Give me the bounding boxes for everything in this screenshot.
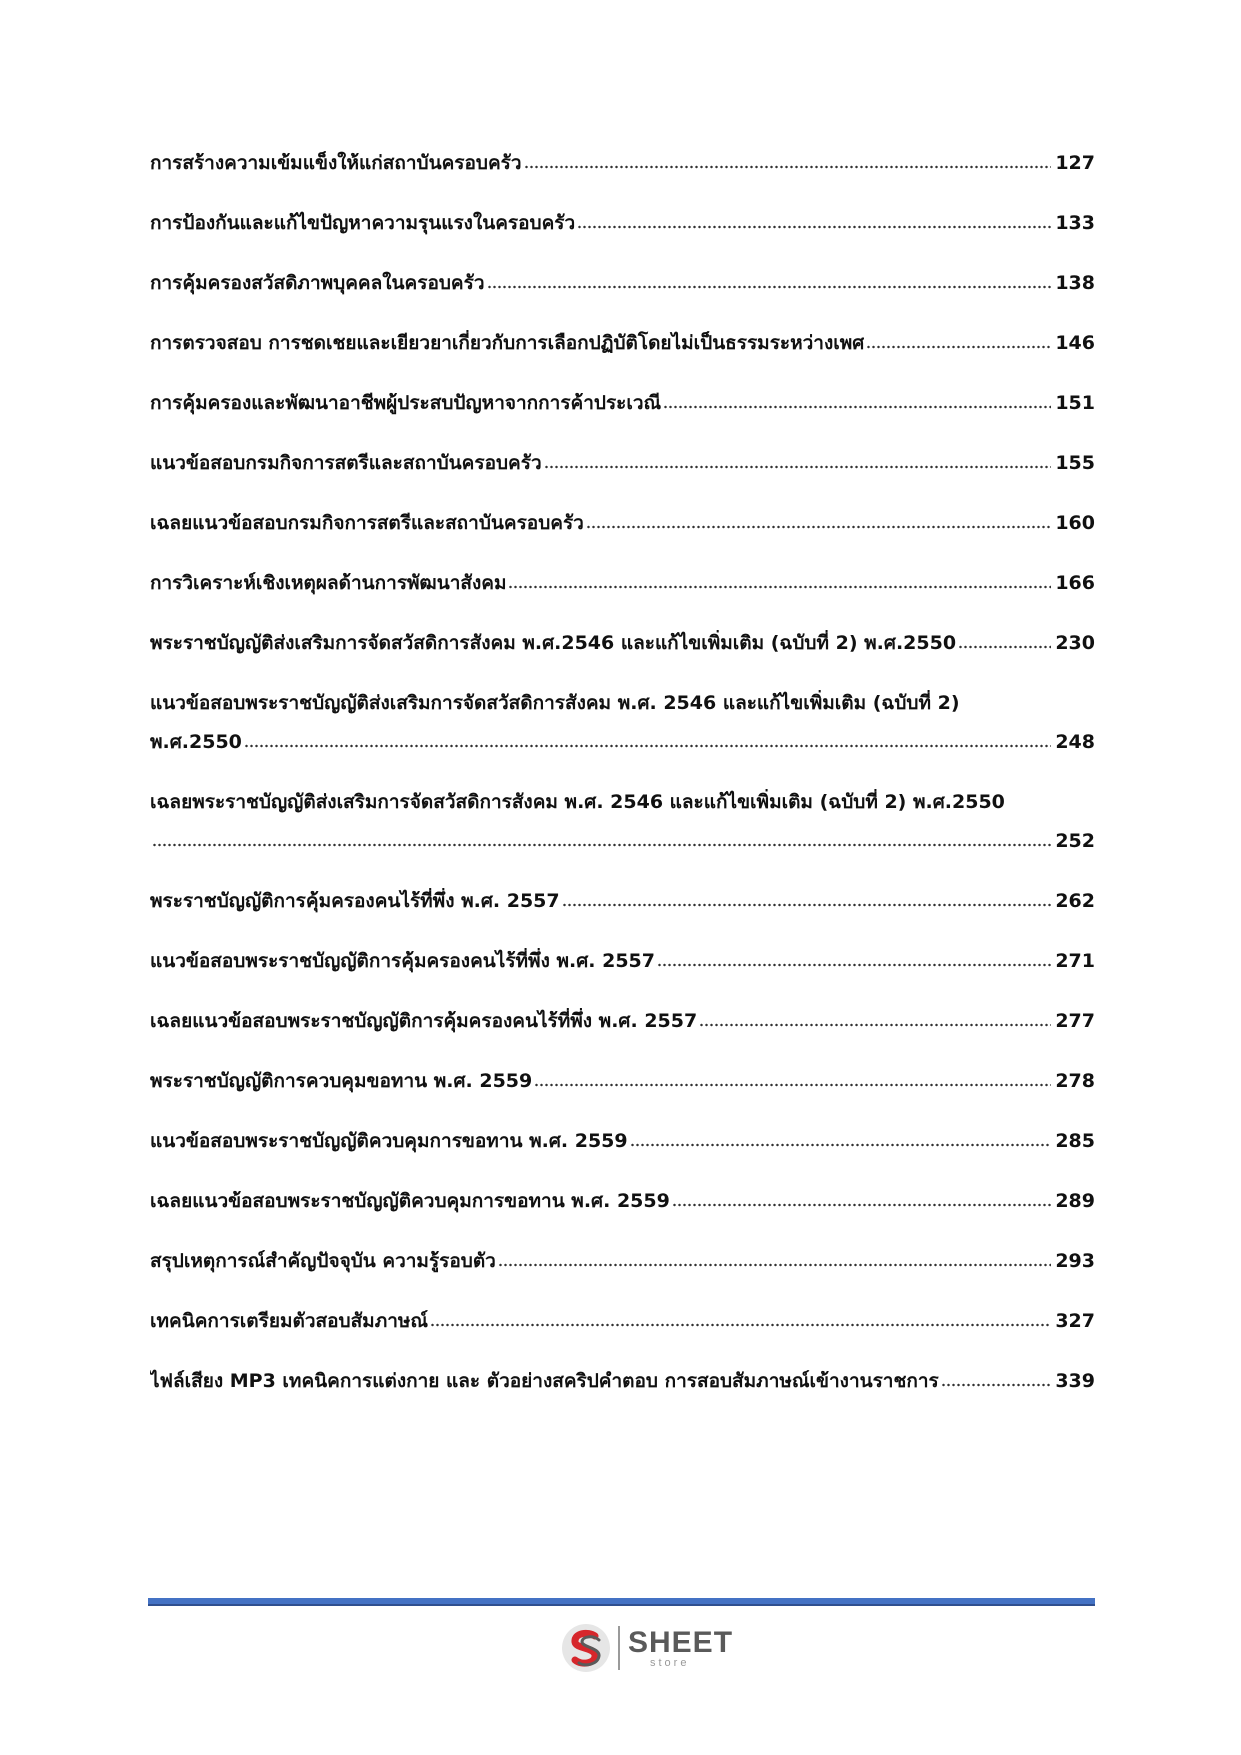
toc-entry-title: แนวข้อสอบพระราชบัญญัติควบคุมการขอทาน พ.ศ. 2559: [150, 1130, 628, 1152]
toc-entry[interactable]: [150, 789, 1095, 855]
toc-entry-title: เฉลยแนวข้อสอบกรมกิจการสตรีและสถาบันครอบครัว: [150, 512, 584, 534]
toc-entry[interactable]: [150, 948, 1095, 975]
toc-entry-page: 151: [1055, 392, 1095, 414]
toc-entry[interactable]: [150, 270, 1095, 297]
toc-entry[interactable]: [150, 888, 1095, 915]
toc-entry-page: 133: [1055, 212, 1095, 234]
logo-brand: SHEET: [628, 1625, 734, 1659]
toc-entry[interactable]: [150, 510, 1095, 537]
dot-leader: [657, 962, 1051, 968]
toc-entry-title: พระราชบัญญัติการคุ้มครองคนไร้ที่พึ่ง พ.ศ. 2557: [150, 890, 560, 912]
dot-leader: [244, 743, 1051, 749]
toc-entry-page: 166: [1055, 572, 1095, 594]
toc-entry-title: เฉลยแนวข้อสอบพระราชบัญญัติการคุ้มครองคนไร้ที่พึ่ง พ.ศ. 2557: [150, 1010, 698, 1032]
toc-entry-title: เฉลยพระราชบัญญัติส่งเสริมการจัดสวัสดิการสังคม พ.ศ. 2546 และแก้ไขเพิ่มเติม (ฉบับที่ 2) พ.ศ.2550: [150, 791, 1005, 813]
toc-entry-page: 262: [1055, 890, 1095, 912]
logo-text: [628, 1625, 734, 1669]
dot-leader: [534, 1082, 1051, 1088]
toc-entry-title: แนวข้อสอบพระราชบัญญัติส่งเสริมการจัดสวัสดิการสังคม พ.ศ. 2546 และแก้ไขเพิ่มเติม (ฉบับที่ 2): [150, 692, 960, 714]
toc-entry-title-continued: พ.ศ.2550: [150, 731, 242, 753]
toc-entry-page: 248: [1055, 731, 1095, 753]
dot-leader: [699, 1022, 1051, 1028]
toc-entry-title: การวิเคราะห์เชิงเหตุผลด้านการพัฒนาสังคม: [150, 572, 507, 594]
toc-entry-title: แนวข้อสอบกรมกิจการสตรีและสถาบันครอบครัว: [150, 452, 542, 474]
toc-entry-page: 285: [1055, 1130, 1095, 1152]
dot-leader: [487, 284, 1052, 290]
toc-entry-title: แนวข้อสอบพระราชบัญญัติการคุ้มครองคนไร้ที่พึ่ง พ.ศ. 2557: [150, 950, 655, 972]
dot-leader: [663, 404, 1051, 410]
dot-leader: [562, 902, 1052, 908]
toc-entry[interactable]: [150, 150, 1095, 177]
dot-leader: [152, 842, 1051, 848]
toc-entry-title: พระราชบัญญัติส่งเสริมการจัดสวัสดิการสังคม พ.ศ.2546 และแก้ไขเพิ่มเติม (ฉบับที่ 2) พ.ศ.2550: [150, 632, 957, 654]
toc-entry-page: 146: [1055, 332, 1095, 354]
dot-leader: [586, 524, 1051, 530]
dot-leader: [630, 1142, 1052, 1148]
toc-entry-page: 127: [1055, 152, 1095, 174]
toc-entry[interactable]: [150, 210, 1095, 237]
toc-entry[interactable]: [150, 1068, 1095, 1095]
dot-leader: [508, 584, 1051, 590]
logo-brand-sub: store: [650, 1656, 690, 1669]
toc-entry-page: 252: [1055, 830, 1095, 852]
table-of-contents: [150, 150, 1095, 1428]
toc-entry-page: 339: [1055, 1370, 1095, 1392]
toc-entry-page: 278: [1055, 1070, 1095, 1092]
toc-entry-page: 293: [1055, 1250, 1095, 1272]
toc-entry[interactable]: [150, 630, 1095, 657]
toc-entry[interactable]: [150, 1368, 1095, 1395]
toc-entry[interactable]: [150, 390, 1095, 417]
dot-leader: [941, 1382, 1052, 1388]
logo-divider: [618, 1626, 620, 1670]
dot-leader: [524, 164, 1052, 170]
dot-leader: [430, 1322, 1051, 1328]
toc-entry[interactable]: [150, 1008, 1095, 1035]
footer-logo: [560, 1622, 733, 1674]
toc-entry-title: การตรวจสอบ การชดเชยและเยียวยาเกี่ยวกับการเลือกปฏิบัติโดยไม่เป็นธรรมระหว่างเพศ: [150, 332, 865, 354]
toc-entry[interactable]: [150, 330, 1095, 357]
footer-rule: [148, 1598, 1095, 1606]
toc-entry-page: 138: [1055, 272, 1095, 294]
dot-leader: [958, 644, 1051, 650]
toc-entry[interactable]: [150, 1128, 1095, 1155]
toc-entry-title: การสร้างความเข้มแข็งให้แก่สถาบันครอบครัว: [150, 152, 522, 174]
toc-entry-title: สรุปเหตุการณ์สำคัญปัจจุบัน ความรู้รอบตัว: [150, 1250, 496, 1272]
toc-entry[interactable]: [150, 450, 1095, 477]
toc-entry-page: 289: [1055, 1190, 1095, 1212]
toc-entry-title: การคุ้มครองสวัสดิภาพบุคคลในครอบครัว: [150, 272, 485, 294]
toc-entry-title: การป้องกันและแก้ไขปัญหาความรุนแรงในครอบครัว: [150, 212, 576, 234]
toc-entry-page: 327: [1055, 1310, 1095, 1332]
toc-entry-title: เทคนิคการเตรียมตัวสอบสัมภาษณ์: [150, 1310, 429, 1332]
dot-leader: [544, 464, 1052, 470]
toc-entry-title: ไฟล์เสียง MP3 เทคนิคการแต่งกาย และ ตัวอย่างสคริปคำตอบ การสอบสัมภาษณ์เข้างานราชการ: [150, 1370, 939, 1392]
toc-entry-page: 277: [1055, 1010, 1095, 1032]
toc-entry[interactable]: [150, 1248, 1095, 1275]
toc-entry-page: 230: [1055, 632, 1095, 654]
toc-entry[interactable]: [150, 690, 1095, 756]
dot-leader: [866, 344, 1051, 350]
toc-entry-title: การคุ้มครองและพัฒนาอาชีพผู้ประสบปัญหาจากการค้าประเวณี: [150, 392, 662, 414]
toc-entry[interactable]: [150, 1308, 1095, 1335]
toc-entry[interactable]: [150, 570, 1095, 597]
sheet-store-logo-icon: [560, 1622, 612, 1674]
toc-entry-title: พระราชบัญญัติการควบคุมขอทาน พ.ศ. 2559: [150, 1070, 533, 1092]
toc-entry[interactable]: [150, 1188, 1095, 1215]
toc-entry-page: 271: [1055, 950, 1095, 972]
dot-leader: [498, 1262, 1051, 1268]
dot-leader: [672, 1202, 1052, 1208]
toc-entry-title: เฉลยแนวข้อสอบพระราชบัญญัติควบคุมการขอทาน พ.ศ. 2559: [150, 1190, 670, 1212]
toc-entry-page: 160: [1055, 512, 1095, 534]
dot-leader: [577, 224, 1051, 230]
toc-entry-page: 155: [1055, 452, 1095, 474]
